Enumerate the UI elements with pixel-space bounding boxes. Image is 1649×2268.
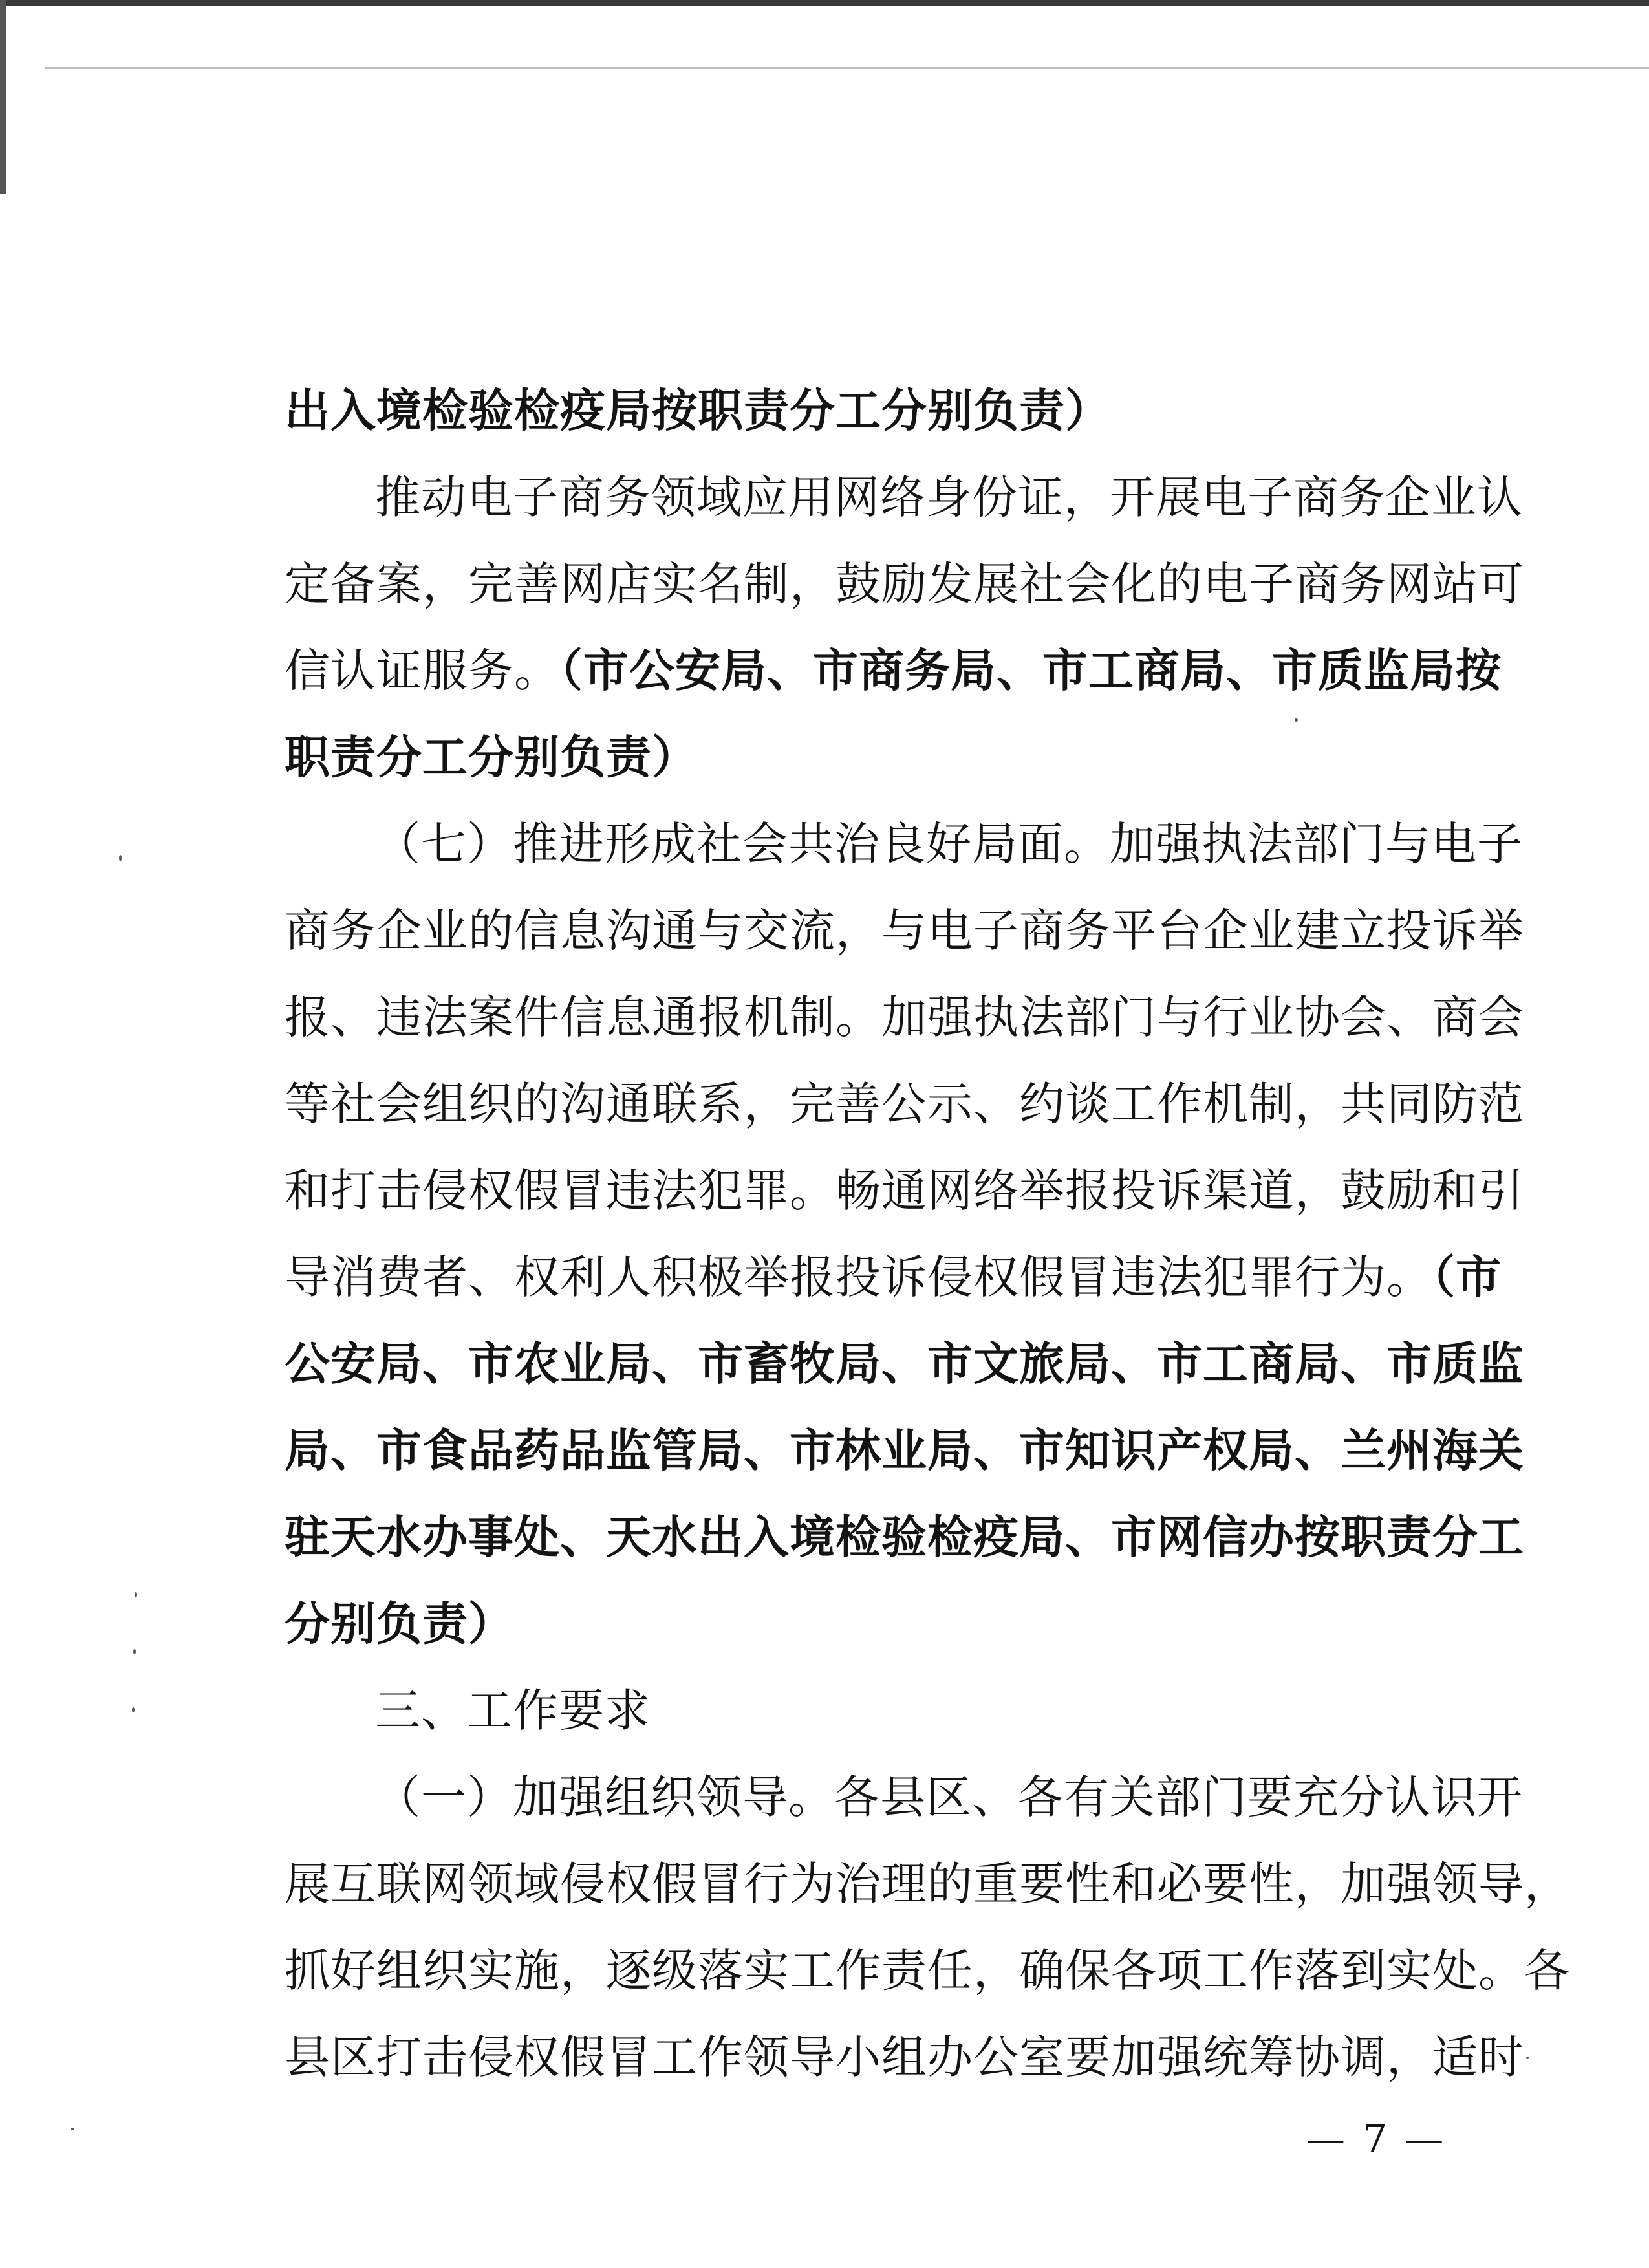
scan-speck xyxy=(133,1649,136,1654)
scan-edge-top xyxy=(0,0,1649,6)
text-segment: 抓好组织实施，逐级落实工作责任，确保各项工作落到实处。各 xyxy=(285,1944,1570,1997)
bold-text-segment: 职责分工分别负责） xyxy=(285,731,698,784)
bold-text-segment: 驻天水办事处、天水出入境检验检疫局、市网信办按职责分工 xyxy=(285,1511,1524,1564)
bold-text-segment: 分别负责） xyxy=(285,1597,514,1650)
text-segment: 三、工作要求 xyxy=(375,1684,651,1737)
page-number: — 7 — xyxy=(1306,2117,1447,2162)
text-line xyxy=(285,1321,1524,1407)
text-line xyxy=(285,1061,1524,1147)
text-line xyxy=(285,454,1523,541)
text-line xyxy=(285,1754,1523,1841)
text-line xyxy=(285,1407,1524,1494)
scan-speck xyxy=(1526,2057,1529,2059)
scan-speck xyxy=(135,1592,137,1597)
text-segment: 商务企业的信息沟通与交流，与电子商务平台企业建立投诉举 xyxy=(285,904,1524,957)
bold-text-segment: 公安局、市农业局、市畜牧局、市文旅局、市工商局、市质监 xyxy=(285,1337,1524,1390)
text-segment: 导消费者、权利人积极举报投诉侵权假冒违法犯罪行为。 xyxy=(285,1251,1432,1304)
text-line xyxy=(285,1147,1524,1234)
scan-speck xyxy=(119,855,122,861)
section-heading xyxy=(285,1667,1455,1754)
text-segment: 等社会组织的沟通联系，完善公示、约谈工作机制，共同防范 xyxy=(285,1077,1524,1130)
text-segment: 定备案，完善网店实名制，鼓励发展社会化的电子商务网站可 xyxy=(285,557,1524,610)
text-line xyxy=(285,627,1502,714)
scan-speck xyxy=(132,1707,135,1712)
text-segment: 信认证服务。 xyxy=(285,644,560,697)
text-line xyxy=(285,974,1524,1061)
text-line xyxy=(285,714,1455,801)
text-segment: 展互联网领域侵权假冒行为治理的重要性和必要性，加强领导， xyxy=(285,1857,1570,1910)
text-line xyxy=(285,367,1455,454)
document-body xyxy=(285,367,1570,2101)
scan-edge-left xyxy=(0,0,6,194)
bold-text-segment: （市公安局、市商务局、市工商局、市质监局按 xyxy=(560,644,1502,697)
text-line xyxy=(285,1927,1570,2014)
text-line xyxy=(285,887,1524,974)
bold-text-segment: 局、市食品药品监管局、市林业局、市知识产权局、兰州海关 xyxy=(285,1424,1524,1477)
text-segment: 推动电子商务领域应用网络身份证，开展电子商务企业认 xyxy=(375,471,1523,524)
scan-speck xyxy=(1295,718,1298,722)
text-line xyxy=(285,1234,1502,1321)
text-line xyxy=(285,2014,1524,2101)
scan-speck xyxy=(71,2128,74,2130)
text-line xyxy=(285,1494,1524,1581)
bold-text-segment: （市 xyxy=(1432,1251,1502,1304)
scan-header-rule xyxy=(45,67,1649,69)
text-line xyxy=(285,1581,1455,1667)
text-segment: 报、违法案件信息通报机制。加强执法部门与行业协会、商会 xyxy=(285,991,1524,1044)
text-segment: 和打击侵权假冒违法犯罪。畅通网络举报投诉渠道，鼓励和引 xyxy=(285,1164,1524,1217)
text-segment: （一）加强组织领导。各县区、各有关部门要充分认识开 xyxy=(375,1771,1523,1824)
bold-text-segment: 出入境检验检疫局按职责分工分别负责） xyxy=(285,384,1111,437)
text-segment: （七）推进形成社会共治良好局面。加强执法部门与电子 xyxy=(375,817,1523,870)
text-line xyxy=(285,801,1523,887)
text-line xyxy=(285,541,1524,627)
text-line xyxy=(285,1841,1570,1927)
text-segment: 县区打击侵权假冒工作领导小组办公室要加强统筹协调，适时 xyxy=(285,2031,1524,2084)
